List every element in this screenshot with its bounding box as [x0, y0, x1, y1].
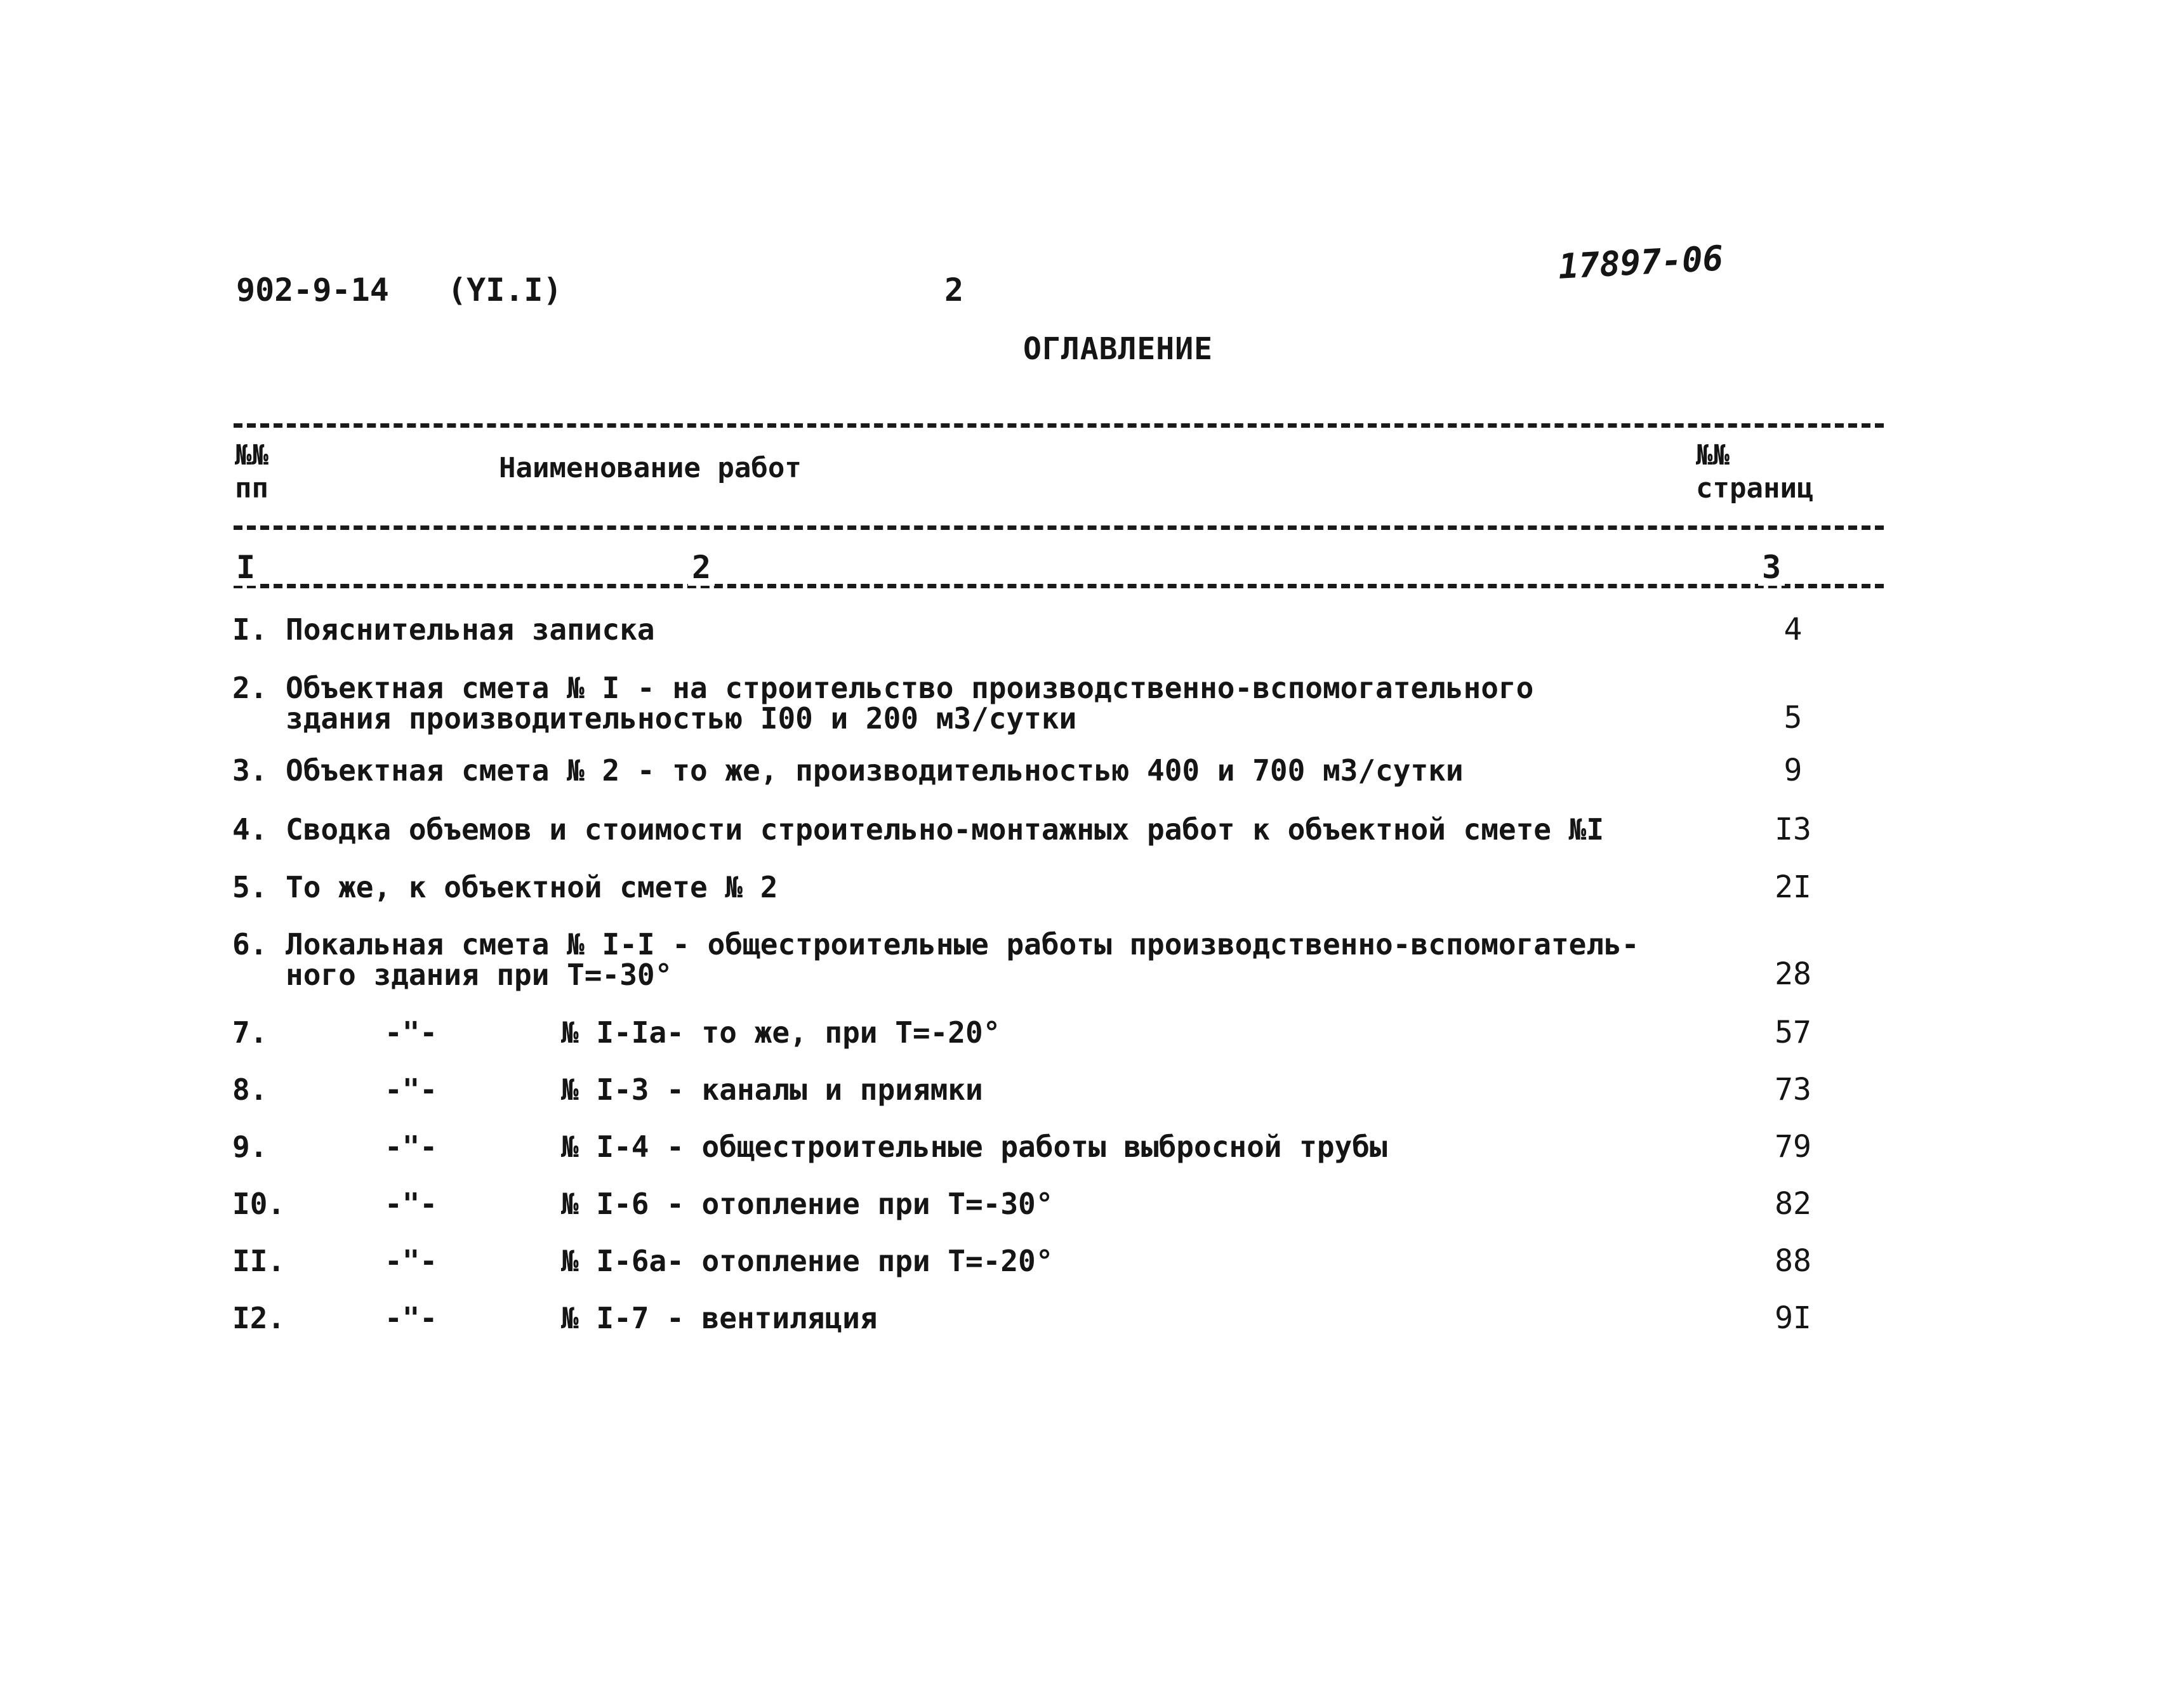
item-page: 57 [1775, 1015, 1811, 1050]
item-number: I0. [232, 1187, 286, 1221]
page-number: 2 [944, 272, 964, 308]
ditto-mark: -"- [385, 1301, 438, 1335]
item-title: № I-6 - отопление при Т=-30° [561, 1187, 1054, 1221]
page-title: ОГЛАВЛЕНИЕ [1023, 331, 1213, 367]
item-page: 88 [1775, 1243, 1811, 1279]
item-number: 7. [232, 1015, 268, 1050]
item-title: Сводка объемов и стоимости строительно-монтажных работ к объектной смете №I [286, 812, 1605, 847]
item-number: I. [232, 612, 268, 647]
item-title: Пояснительная записка [286, 612, 655, 647]
item-page: 5 [1784, 700, 1803, 736]
item-number: 5. [232, 870, 268, 904]
item-number: II. [232, 1244, 286, 1278]
item-title: № I-4 - общестроительные работы выбросной трубы [561, 1130, 1387, 1164]
ditto-mark: -"- [385, 1244, 438, 1278]
item-page: 73 [1775, 1072, 1811, 1107]
inventory-number: 17897-06 [1557, 238, 1724, 287]
item-page: 2I [1775, 869, 1811, 905]
column-number-1: I [232, 549, 259, 586]
item-number: 2. [232, 671, 268, 705]
ditto-mark: -"- [385, 1072, 438, 1107]
item-title: № I-3 - каналы и приямки [561, 1072, 983, 1107]
item-number: 9. [232, 1130, 268, 1164]
item-number: 4. [232, 812, 268, 847]
item-page: 9 [1784, 753, 1803, 788]
ditto-mark: -"- [385, 1130, 438, 1164]
document-sheet: (YI.I) [447, 272, 562, 308]
item-title: Объектная смета № 2 - то же, производительностью 400 и 700 м3/сутки [286, 753, 1464, 788]
item-title: № I-Iа- то же, при Т=-20° [561, 1015, 1001, 1050]
ditto-mark: -"- [385, 1015, 438, 1050]
column-header-pages: №№ страниц [1696, 439, 1814, 505]
item-page: 28 [1775, 956, 1811, 992]
column-number-3: 3 [1758, 549, 1785, 586]
item-number: 8. [232, 1072, 268, 1107]
column-header-name: Наименование работ [499, 452, 802, 484]
item-page: 79 [1775, 1129, 1811, 1165]
item-title: № I-7 - вентиляция [561, 1301, 878, 1335]
item-number: 6. [232, 927, 268, 961]
document-code: 902-9-14 [236, 272, 389, 308]
item-title: То же, к объектной смете № 2 [286, 870, 778, 904]
item-number: 3. [232, 753, 268, 788]
item-title: Объектная смета № I - на строительство производственно-вспомогательного здания производительностью I00 и 200 м3/сутки [286, 671, 1534, 736]
item-page: 4 [1784, 612, 1803, 647]
item-page: 9I [1775, 1300, 1811, 1336]
item-page: 82 [1775, 1186, 1811, 1222]
item-title: Локальная смета № I-I - общестроительные работы производственно-вспомогатель- ного здания при Т=-30° [286, 927, 1639, 992]
column-number-2: 2 [688, 549, 715, 586]
ditto-mark: -"- [385, 1187, 438, 1221]
column-header-number: №№ пп [235, 439, 268, 505]
item-number: I2. [232, 1301, 286, 1335]
item-title: № I-6а- отопление при Т=-20° [561, 1244, 1054, 1278]
item-page: I3 [1775, 812, 1811, 847]
